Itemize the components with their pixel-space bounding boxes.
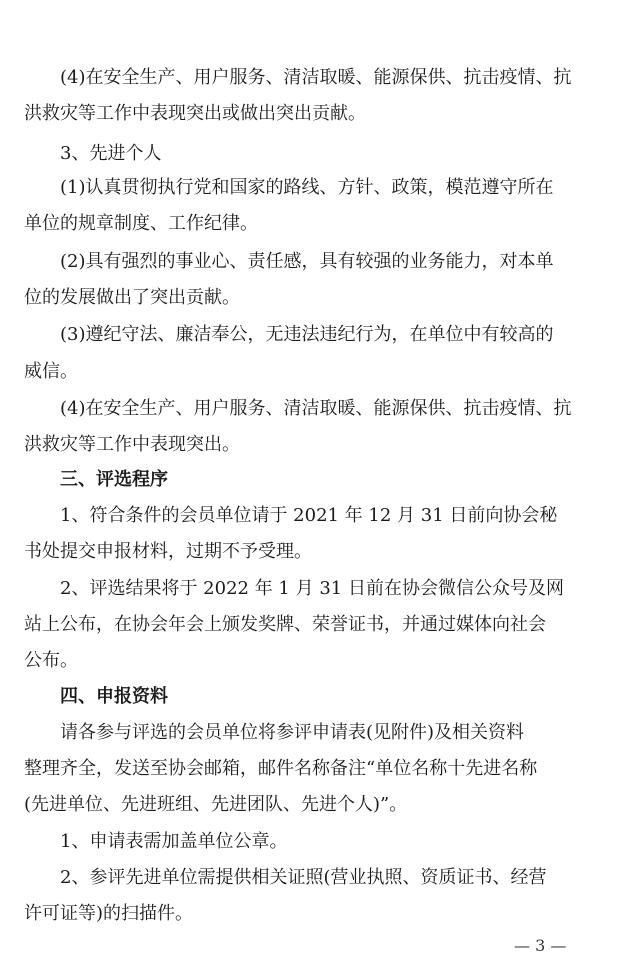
paragraph-line: 许可证等)的扫描件。 <box>24 903 194 924</box>
paragraph-line: (4)在安全生产、用户服务、清洁取暖、能源保供、抗击疫情、抗 <box>60 398 572 419</box>
paragraph-line: 1、符合条件的会员单位请于 2021 年 12 月 31 日前向协会秘 <box>60 505 558 526</box>
paragraph-line: 请各参与评选的会员单位将参评申请表(见附件)及相关资料 <box>60 722 525 743</box>
section-heading-materials: 四、申报资料 <box>60 686 168 707</box>
paragraph-line: 2、评选结果将于 2022 年 1 月 31 日前在协会微信公众号及网 <box>60 578 564 599</box>
paragraph-line: 洪救灾等工作中表现突出或做出突出贡献。 <box>24 103 366 124</box>
paragraph-line: (3)遵纪守法、廉洁奉公，无违法违纪行为，在单位中有较高的 <box>60 324 554 345</box>
paragraph-line: 整理齐全，发送至协会邮箱，邮件名称备注“单位名称十先进名称 <box>24 758 538 779</box>
paragraph-line: (2)具有强烈的事业心、责任感，具有较强的业务能力，对本单 <box>60 251 554 272</box>
paragraph-line: 1、申请表需加盖单位公章。 <box>60 831 288 852</box>
paragraph-line: 威信。 <box>24 361 78 382</box>
section-heading-procedure: 三、评选程序 <box>60 469 168 490</box>
page-number: — 3 — <box>514 936 567 955</box>
paragraph-line: (1)认真贯彻执行党和国家的路线、方针、政策，模范遵守所在 <box>60 177 554 198</box>
paragraph-line: 站上公布，在协会年会上颁发奖牌、荣誉证书，并通过媒体向社会 <box>24 614 546 635</box>
paragraph-line: 位的发展做出了突出贡献。 <box>24 287 240 308</box>
paragraph-line: 书处提交申报材料，过期不予受理。 <box>24 541 312 562</box>
paragraph-line: 单位的规章制度、工作纪律。 <box>24 213 258 234</box>
paragraph-line: (4)在安全生产、用户服务、清洁取暖、能源保供、抗击疫情、抗 <box>60 67 572 88</box>
paragraph-line: 洪救灾等工作中表现突出。 <box>24 434 240 455</box>
section-subheading: 3、先进个人 <box>60 143 162 164</box>
paragraph-line: 2、参评先进单位需提供相关证照(营业执照、资质证书、经营 <box>60 867 547 888</box>
paragraph-line: (先进单位、先进班组、先进团队、先进个人)”。 <box>24 794 408 815</box>
paragraph-line: 公布。 <box>24 650 78 671</box>
